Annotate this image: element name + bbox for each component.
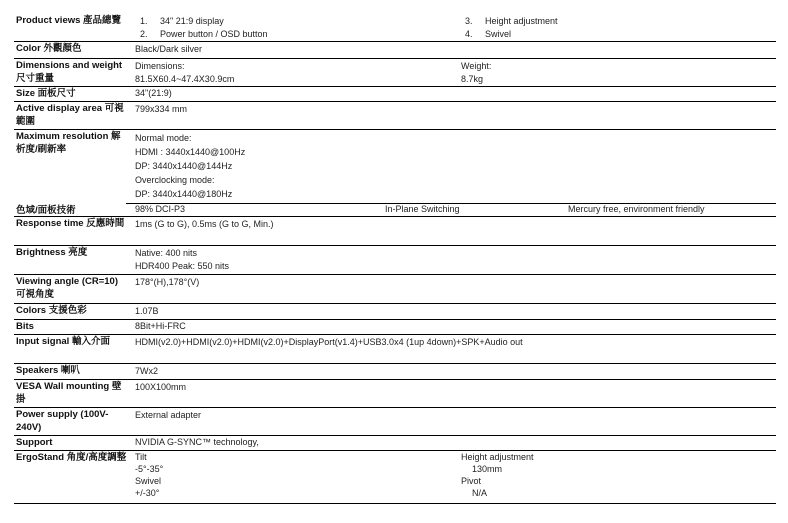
label-color: Color 外觀顏色 [16,43,82,54]
label-viewing-angle: Viewing angle (CR=10) 可視角度 [16,276,118,300]
value-response-time: 1ms (G to G), 0.5ms (G to G, Min.) [135,219,274,229]
res-line-5: DP: 3440x1440@180Hz [135,189,233,199]
gamut-value-2: In-Plane Switching [385,204,460,214]
label-power-supply: Power supply (100V-240V) [16,409,109,433]
label-vesa: VESA Wall mounting 壁掛 [16,381,122,405]
view-text-1: 34" 21:9 display [160,16,224,26]
value-color: Black/Dark silver [135,44,203,54]
gamut-value-1: 98% DCI-P3 [135,204,186,214]
row-power-supply [14,407,776,435]
ergo-pivot-title: Pivot [461,476,482,486]
row-brightness [14,245,776,274]
spec-sheet [14,14,776,504]
label-gamut: 色域/面板技術 [16,205,76,216]
label-brightness: Brightness 亮度 [16,247,88,258]
label-input-signal: Input signal 輸入介面 [16,336,110,347]
row-response-time [14,216,776,245]
value-active-area: 799x334 mm [135,104,188,114]
res-line-2: HDMI : 3440x1440@100Hz [135,147,246,157]
row-speakers [14,363,776,379]
value-speakers: 7Wx2 [135,366,159,376]
row-color [14,41,776,58]
view-num-2: 2. [140,29,148,39]
weight-value: 8.7kg [461,74,484,84]
res-line-3: DP: 3440x1440@144Hz [135,161,233,171]
row-bits [14,319,776,334]
label-max-resolution: Maximum resolution 解析度/刷新率 [16,131,121,155]
value-viewing-angle: 178°(H),178°(V) [135,277,200,287]
dimensions-title: Dimensions: [135,61,185,71]
row-viewing-angle [14,274,776,303]
row-colors [14,303,776,319]
ergo-tilt-value: -5°-35° [135,464,164,474]
row-max-resolution [14,129,776,216]
ergo-height-value: 130mm [472,464,503,474]
value-bits: 8Bit+Hi-FRC [135,321,186,331]
res-line-1: Normal mode: [135,133,192,143]
dimensions-value: 81.5X60.4~47.4X30.9cm [135,74,235,84]
label-support: Support [16,437,53,448]
row-ergostand [14,450,776,504]
view-num-3: 3. [465,16,473,26]
res-line-4: Overclocking mode: [135,175,215,185]
view-num-4: 4. [465,29,473,39]
label-ergostand: ErgoStand 角度/高度調整 [16,452,127,463]
row-input-signal [14,334,776,363]
gamut-value-3: Mercury free, environment friendly [568,204,705,214]
row-active-area [14,101,776,129]
row-support [14,435,776,450]
label-colors: Colors 支援色彩 [16,305,87,316]
value-size: 34"(21:9) [135,88,172,98]
ergo-swivel-value: +/-30° [135,488,160,498]
value-support: NVIDIA G-SYNC™ technology, [135,437,259,447]
view-text-4: Swivel [485,29,512,39]
row-product-views [14,14,776,41]
view-text-3: Height adjustment [485,16,558,26]
row-size [14,86,776,101]
row-vesa [14,379,776,407]
view-item-2 [140,28,268,41]
value-power-supply: External adapter [135,410,202,420]
value-vesa: 100X100mm [135,382,187,392]
ergo-height-title: Height adjustment [461,452,534,462]
label-dimensions: Dimensions and weight 尺寸重量 [16,60,123,84]
label-response-time: Response time 反應時間 [16,218,125,229]
ergo-tilt-title: Tilt [135,452,147,462]
brightness-line-1: Native: 400 nits [135,248,198,258]
label-active-area: Active display area 可視範圍 [16,103,124,127]
view-item-3 [465,15,558,28]
weight-title: Weight: [461,61,492,71]
label-product-views: Product views 產品總覽 [16,15,122,26]
view-item-4 [465,28,511,41]
label-bits: Bits [16,321,34,332]
ergo-pivot-value: N/A [472,488,488,498]
label-speakers: Speakers 喇叭 [16,365,80,376]
view-item-1 [140,15,224,28]
label-size: Size 面板尺寸 [16,88,76,99]
row-dimensions [14,58,776,86]
ergo-swivel-title: Swivel [135,476,162,486]
view-text-2: Power button / OSD button [160,29,268,39]
view-num-1: 1. [140,16,148,26]
value-input-signal: HDMI(v2.0)+HDMI(v2.0)+HDMI(v2.0)+DisplayPort(v1.4)+USB3.0x4 (1up 4down)+SPK+Audio out [135,337,523,347]
value-colors: 1.07B [135,306,159,316]
brightness-line-2: HDR400 Peak: 550 nits [135,261,230,271]
